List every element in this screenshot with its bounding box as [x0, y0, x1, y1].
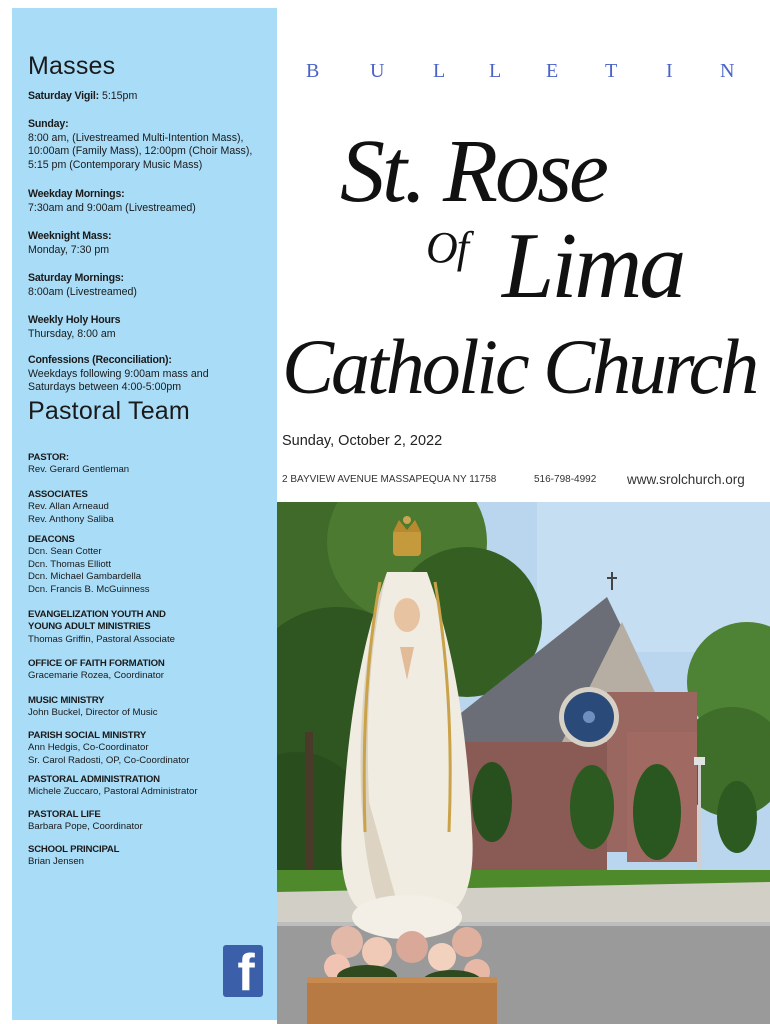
- team-group-faith-formation: [28, 658, 268, 683]
- team-member: Brian Jensen: [28, 856, 84, 868]
- team-group-school: [28, 844, 268, 869]
- parish-website[interactable]: www.srolchurch.org: [627, 472, 745, 487]
- team-member: Michele Zuccaro, Pastoral Administrator: [28, 786, 198, 798]
- weeknight-mass: [28, 230, 268, 257]
- team-role: SCHOOL PRINCIPAL: [28, 844, 120, 855]
- weeknight-text: Monday, 7:30 pm: [28, 243, 110, 256]
- team-role: PARISH SOCIAL MINISTRY: [28, 730, 147, 741]
- holy-hours-label: Weekly Holy Hours: [28, 314, 121, 326]
- team-member: Rev. Anthony Saliba: [28, 513, 114, 525]
- team-member: Dcn. Michael Gambardella: [28, 571, 142, 583]
- holy-hours: [28, 314, 268, 341]
- team-group-music: [28, 695, 268, 720]
- sunday-line: 8:00 am, (Livestreamed Multi-Intention Mass),: [28, 131, 244, 144]
- saturday-vigil-label: Saturday Vigil:: [28, 90, 99, 102]
- sunday-line: 10:00am (Family Mass), 12:00pm (Choir Mass),: [28, 145, 253, 158]
- bulletin-letter: L: [489, 60, 502, 82]
- confessions-line: Saturdays between 4:00-5:00pm: [28, 381, 182, 394]
- facebook-icon[interactable]: [223, 945, 263, 997]
- team-role: MUSIC MINISTRY: [28, 695, 105, 706]
- team-member: Gracemarie Rozea, Coordinator: [28, 670, 164, 682]
- bulletin-wordmark: [300, 60, 760, 90]
- sidebar: [12, 8, 277, 1020]
- team-member: John Buckel, Director of Music: [28, 707, 158, 719]
- title-st-rose: St. Rose: [340, 122, 606, 221]
- team-group-pastoral-life: [28, 809, 268, 834]
- saturday-mornings-text: 8:00am (Livestreamed): [28, 285, 137, 298]
- team-group-evangelization: [28, 609, 268, 646]
- pastoral-team-heading: Pastoral Team: [28, 397, 190, 425]
- bulletin-letter: L: [433, 60, 446, 82]
- saturday-mornings-label: Saturday Mornings:: [28, 272, 124, 284]
- team-group-deacons: [28, 534, 268, 596]
- bulletin-letter: E: [546, 60, 559, 82]
- team-role: ASSOCIATES: [28, 489, 88, 500]
- weeknight-label: Weeknight Mass:: [28, 230, 112, 242]
- team-role: PASTORAL ADMINISTRATION: [28, 774, 160, 785]
- team-group-pastor: [28, 452, 268, 477]
- cover-photo: [277, 502, 770, 1024]
- team-role: DEACONS: [28, 534, 75, 545]
- saturday-vigil: [28, 90, 268, 104]
- team-role: PASTOR:: [28, 452, 69, 463]
- weekday-label: Weekday Mornings:: [28, 188, 125, 200]
- weekday-text: 7:30am and 9:00am (Livestreamed): [28, 201, 196, 214]
- team-member: Sr. Carol Radosti, OP, Co-Coordinator: [28, 754, 190, 766]
- title-of: Of: [426, 223, 468, 272]
- team-group-administration: [28, 774, 268, 799]
- title-catholic-church: Catholic Church: [282, 323, 757, 410]
- team-member: Dcn. Francis B. McGuinness: [28, 583, 150, 595]
- bulletin-letter: I: [666, 60, 673, 82]
- team-member: Ann Hedgis, Co-Coordinator: [28, 742, 149, 754]
- saturday-vigil-time: 5:15pm: [101, 90, 138, 102]
- weekday-mornings: [28, 188, 268, 215]
- team-member: Thomas Griffin, Pastoral Associate: [28, 633, 175, 645]
- holy-hours-text: Thursday, 8:00 am: [28, 327, 116, 340]
- confessions-label: Confessions (Reconciliation):: [28, 354, 172, 366]
- team-group-associates: [28, 489, 268, 526]
- title-lima: Lima: [502, 214, 684, 318]
- saturday-mornings: [28, 272, 268, 299]
- parish-phone: 516-798-4992: [534, 474, 597, 485]
- bulletin-letter: N: [720, 60, 735, 82]
- bulletin-letter: U: [370, 60, 385, 82]
- bulletin-letter: T: [605, 60, 618, 82]
- confessions: [28, 354, 268, 395]
- team-member: Rev. Allan Arneaud: [28, 501, 109, 513]
- team-member: Rev. Gerard Gentleman: [28, 464, 130, 476]
- team-member: Dcn. Sean Cotter: [28, 546, 102, 558]
- church-statue-illustration: [277, 502, 770, 1024]
- confessions-line: Weekdays following 9:00am mass and: [28, 367, 209, 380]
- facebook-glyph: f: [237, 945, 255, 997]
- team-member: Barbara Pope, Coordinator: [28, 821, 143, 833]
- masses-heading: Masses: [28, 52, 116, 80]
- team-group-social: [28, 730, 268, 767]
- bulletin-date: Sunday, October 2, 2022: [282, 433, 443, 449]
- sunday-line: 5:15 pm (Contemporary Music Mass): [28, 158, 203, 171]
- team-member: Dcn. Thomas Elliott: [28, 558, 111, 570]
- parish-address: 2 BAYVIEW AVENUE MASSAPEQUA NY 11758: [282, 474, 497, 485]
- sunday-masses: [28, 118, 268, 172]
- bulletin-letter: B: [306, 60, 320, 82]
- team-role: EVANGELIZATION YOUTH AND YOUNG ADULT MINISTRIES: [28, 609, 166, 633]
- sunday-label: Sunday:: [28, 118, 69, 130]
- team-role: PASTORAL LIFE: [28, 809, 101, 820]
- team-role: OFFICE OF FAITH FORMATION: [28, 658, 165, 669]
